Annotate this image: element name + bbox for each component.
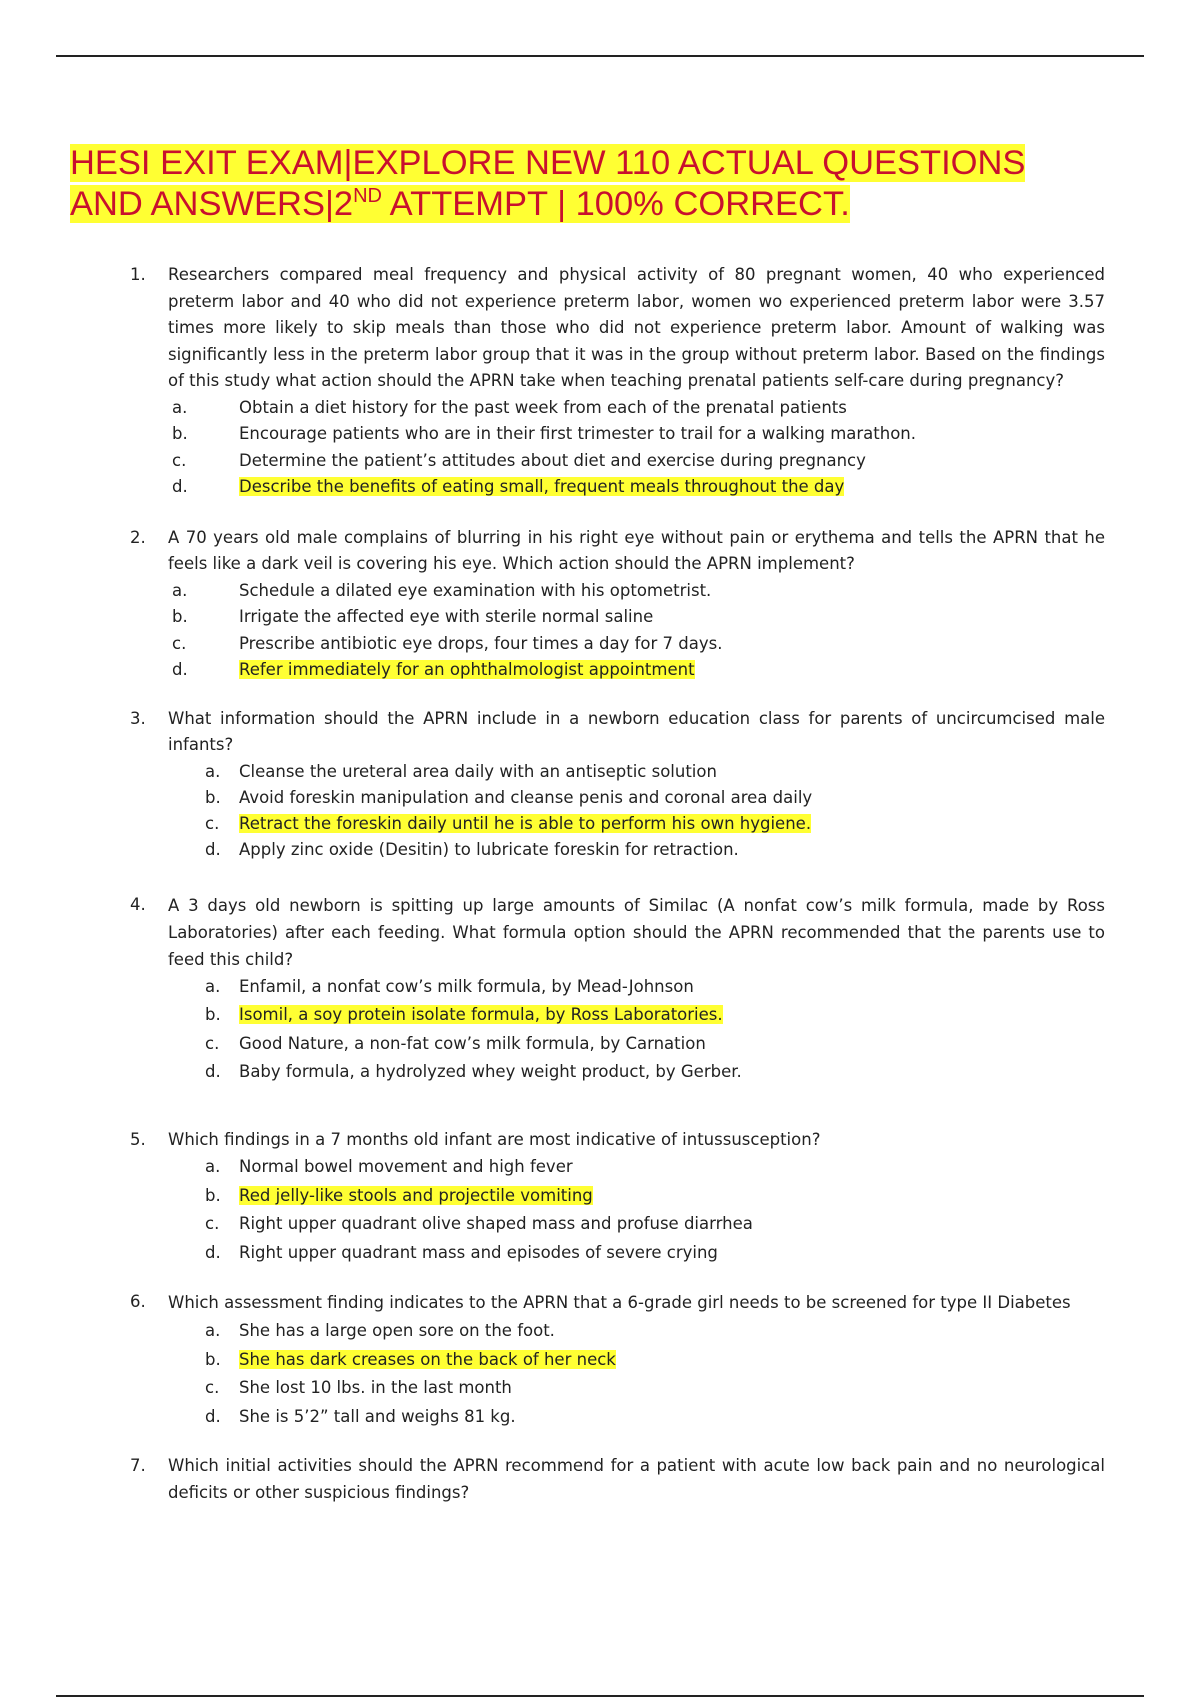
- option-b-correct-answer: [168, 1001, 1105, 1030]
- option-a: [168, 395, 1105, 422]
- question-7: [130, 1453, 1105, 1506]
- question-list: [130, 262, 1105, 1506]
- option-text: Cleanse the ureteral area daily with an antiseptic solution: [239, 761, 717, 781]
- question-number: 1.: [130, 265, 146, 284]
- question-number: 6.: [130, 1292, 146, 1312]
- option-text: Obtain a diet history for the past week from each of the prenatal patients: [239, 397, 847, 417]
- question-1: [130, 262, 1105, 501]
- option-text: Encourage patients who are in their first trimester to trail for a walking marathon.: [239, 424, 917, 443]
- option-text: Enfamil, a nonfat cow’s milk formula, by Mead-Johnson: [239, 976, 694, 996]
- option-letter: d.: [205, 1062, 221, 1082]
- question-3: [130, 706, 1105, 864]
- document-title: [70, 143, 1110, 225]
- option-letter: a.: [172, 580, 188, 600]
- option-letter: d.: [205, 1406, 221, 1426]
- option-a: [168, 1153, 1105, 1182]
- option-letter: b.: [205, 787, 221, 807]
- option-text: Irrigate the affected eye with sterile normal saline: [239, 607, 654, 626]
- option-b-correct-answer: [168, 1182, 1105, 1211]
- answer-highlight: She has dark creases on the back of her neck: [239, 1349, 616, 1369]
- option-c: [168, 1210, 1105, 1239]
- option-d-correct-answer: [168, 657, 1105, 684]
- option-text: Prescribe antibiotic eye drops, four times a day for 7 days.: [239, 633, 723, 653]
- option-letter: b.: [172, 607, 188, 626]
- option-text: She is 5’2” tall and weighs 81 kg.: [239, 1406, 516, 1426]
- answer-highlight: Retract the foreskin daily until he is able to perform his own hygiene.: [239, 814, 812, 834]
- option-text: Avoid foreskin manipulation and cleanse penis and coronal area daily: [239, 787, 813, 807]
- option-a: [168, 578, 1105, 605]
- option-letter: b.: [205, 1349, 221, 1369]
- option-b: [168, 785, 1105, 811]
- option-letter: c.: [205, 814, 220, 834]
- option-text: Determine the patient’s attitudes about diet and exercise during pregnancy: [239, 450, 866, 470]
- option-text: Apply zinc oxide (Desitin) to lubricate foreskin for retraction.: [239, 840, 739, 860]
- option-letter: c.: [205, 1214, 220, 1234]
- option-text: Normal bowel movement and high fever: [239, 1157, 573, 1177]
- option-letter: d.: [205, 840, 221, 860]
- option-text: Right upper quadrant olive shaped mass and profuse diarrhea: [239, 1214, 753, 1234]
- option-d: [168, 1403, 1105, 1432]
- option-text: She lost 10 lbs. in the last month: [239, 1378, 512, 1398]
- option-d: [168, 837, 1105, 863]
- option-b-correct-answer: [168, 1346, 1105, 1375]
- option-b: [168, 604, 1105, 631]
- question-number: 5.: [130, 1129, 146, 1149]
- option-a: [168, 973, 1105, 1002]
- answer-highlight: Refer immediately for an ophthalmologist appointment: [239, 660, 695, 679]
- option-letter: d.: [172, 477, 188, 496]
- answer-highlight: Red jelly-like stools and projectile vomiting: [239, 1185, 593, 1205]
- option-text: She has a large open sore on the foot.: [239, 1321, 555, 1341]
- question-number: 2.: [130, 527, 146, 547]
- question-text: Researchers compared meal frequency and physical activity of 80 pregnant women, 40 who experienced preterm labor and 40 who did not experience preterm labor, women wo experienced preterm labor were 3.57 times more likely to skip meals than those who did not experience preterm labor. Amount of walking was significantly less in the preterm labor group that it was in the group without preterm labor. Based on the findings of this study what action should the APRN take when teaching prenatal patients self-care during pregnancy?: [168, 265, 1105, 390]
- question-6: [130, 1289, 1105, 1431]
- option-letter: b.: [172, 424, 188, 443]
- question-number: 4.: [130, 894, 146, 914]
- question-number: 3.: [130, 708, 146, 728]
- option-c: [168, 631, 1105, 658]
- option-letter: a.: [205, 1321, 221, 1341]
- option-a: [168, 759, 1105, 785]
- option-text: Good Nature, a non-fat cow’s milk formula, by Carnation: [239, 1033, 706, 1053]
- option-c-correct-answer: [168, 811, 1105, 837]
- option-letter: a.: [172, 397, 188, 417]
- option-c: [168, 1030, 1105, 1059]
- option-text: Schedule a dilated eye examination with his optometrist.: [239, 580, 712, 600]
- option-letter: d.: [172, 660, 188, 679]
- option-letter: a.: [205, 1157, 221, 1177]
- option-letter: c.: [205, 1378, 220, 1398]
- option-letter: c.: [172, 633, 187, 653]
- option-letter: b.: [205, 1005, 221, 1025]
- question-text: Which assessment finding indicates to the APRN that a 6-grade girl needs to be screened for type II Diabetes: [168, 1293, 1071, 1313]
- option-c: [168, 448, 1105, 475]
- option-letter: d.: [205, 1242, 221, 1262]
- question-5: [130, 1127, 1105, 1268]
- option-letter: b.: [205, 1185, 221, 1205]
- title-line-2: AND ANSWERS|2ND ATTEMPT | 100% CORRECT.: [70, 185, 850, 223]
- option-d: [168, 1058, 1105, 1087]
- option-c: [168, 1374, 1105, 1403]
- title-line-1: HESI EXIT EXAM|EXPLORE NEW 110 ACTUAL QUESTIONS: [70, 144, 1026, 182]
- question-text: Which findings in a 7 months old infant are most indicative of intussusception?: [168, 1129, 821, 1149]
- question-2: [130, 525, 1105, 684]
- option-text: Right upper quadrant mass and episodes of severe crying: [239, 1242, 718, 1262]
- option-a: [168, 1317, 1105, 1346]
- option-text: Baby formula, a hydrolyzed whey weight product, by Gerber.: [239, 1062, 742, 1082]
- question-text: Which initial activities should the APRN recommend for a patient with acute low back pain and no neurological deficits or other suspicious findings?: [168, 1456, 1105, 1502]
- question-text: What information should the APRN include in a newborn education class for parents of uncircumcised male infants?: [168, 708, 1105, 754]
- option-letter: c.: [172, 450, 187, 470]
- option-d: [168, 1239, 1105, 1268]
- option-d-correct-answer: [168, 474, 1105, 501]
- header-rule: [56, 55, 1144, 57]
- option-letter: a.: [205, 761, 221, 781]
- answer-highlight: Describe the benefits of eating small, frequent meals throughout the day: [239, 477, 845, 496]
- footer-rule: [56, 1695, 1144, 1697]
- question-text: A 3 days old newborn is spitting up large amounts of Similac (A nonfat cow’s milk formula, made by Ross Laboratories) after each feeding. What formula option should the APRN recommended that the parents use to feed this child?: [168, 895, 1105, 969]
- question-text: A 70 years old male complains of blurring in his right eye without pain or erythema and tells the APRN that he feels like a dark veil is covering his eye. Which action should the APRN implement?: [168, 527, 1105, 573]
- question-number: 7.: [130, 1456, 146, 1476]
- answer-highlight: Isomil, a soy protein isolate formula, by Ross Laboratories.: [239, 1005, 723, 1025]
- question-4: [130, 892, 1105, 1087]
- option-b: [168, 421, 1105, 448]
- option-letter: a.: [205, 976, 221, 996]
- option-letter: c.: [205, 1033, 220, 1053]
